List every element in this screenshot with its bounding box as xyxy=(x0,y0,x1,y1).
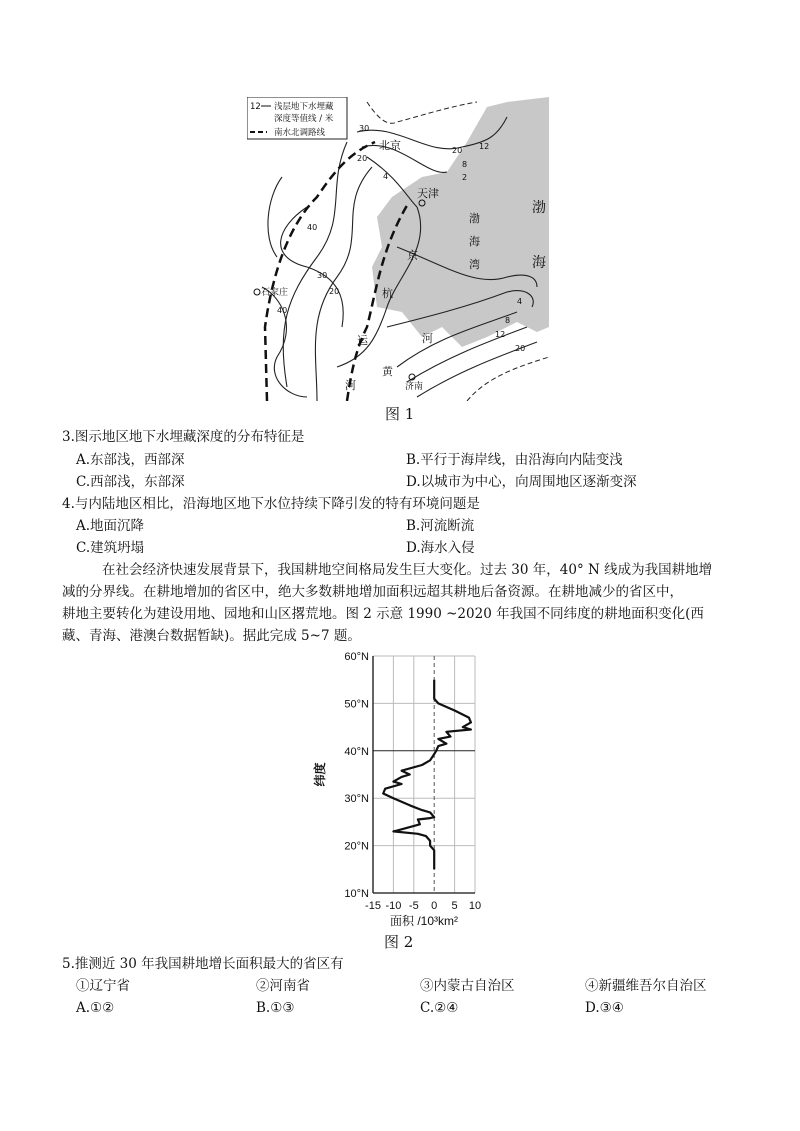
q4-option-b[interactable]: B.河流断流 xyxy=(406,518,475,534)
q5-option-c[interactable]: C.②④ xyxy=(420,1000,459,1016)
passage-line: 耕地主要转化为建设用地、园地和山区撂荒地。图 2 示意 1990 ~2020 年我国不同纬度的耕地面积变化(西 xyxy=(62,606,704,622)
contour-label: 40 xyxy=(307,223,318,232)
y-tick-label: 60°N xyxy=(344,651,369,663)
contour-label: 8 xyxy=(462,160,468,169)
label-canal-2: 杭 xyxy=(382,287,393,300)
x-tick-label: 10 xyxy=(468,900,482,912)
q4-option-d[interactable]: D.海水入侵 xyxy=(406,540,475,556)
x-axis-label: 面积 /10³km² xyxy=(389,914,459,928)
q5-option-b[interactable]: B.①③ xyxy=(256,1000,295,1016)
q5-item-3: ③内蒙古自治区 xyxy=(420,978,515,994)
q4-stem: 4.与内陆地区相比，沿海地区地下水位持续下降引发的特有环境问题是 xyxy=(62,496,480,512)
label-river-2: 河 xyxy=(422,332,433,345)
label-canal-4: 河 xyxy=(345,379,356,392)
label-bohai-bay-3: 湾 xyxy=(469,258,480,271)
x-tick-label: -10 xyxy=(385,900,402,912)
passage-line: 藏、青海、港澳台数据暂缺)。据此完成 5~7 题。 xyxy=(62,628,361,644)
contour-label: 2 xyxy=(462,173,468,182)
q5-stem: 5.推测近 30 年我国耕地增长面积最大的省区有 xyxy=(62,956,344,972)
place-shijiazhuang: 石家庄 xyxy=(261,288,289,298)
legend-contour-label-1: 浅层地下水埋藏 xyxy=(274,102,334,112)
y-tick-label: 50°N xyxy=(344,698,369,711)
q4-option-c[interactable]: C.建筑坍塌 xyxy=(76,540,145,556)
y-tick-label: 10°N xyxy=(344,888,369,900)
label-canal-1: 京 xyxy=(407,249,418,262)
legend-contour-label-2: 深度等值线 / 米 xyxy=(274,114,334,124)
figure1-caption: 图 1 xyxy=(385,405,415,423)
contour-label: 20 xyxy=(515,344,526,353)
contour-label: 30 xyxy=(359,124,370,133)
label-canal-3: 运 xyxy=(357,334,368,347)
label-bohai-sea-2: 海 xyxy=(532,255,546,271)
legend-contour-sample: 12 xyxy=(250,102,261,112)
contour-label: 12 xyxy=(479,142,490,151)
x-tick-label: -15 xyxy=(365,900,381,912)
q3-stem: 3.图示地区地下水埋藏深度的分布特征是 xyxy=(62,429,305,445)
y-axis-label: 纬度 xyxy=(313,762,327,787)
q5-option-d[interactable]: D.③④ xyxy=(585,1000,624,1016)
q5-item-4: ④新疆维吾尔自治区 xyxy=(585,978,707,994)
q3-option-d[interactable]: D.以城市为中心，向周围地区逐渐变深 xyxy=(406,474,637,490)
y-tick-label: 40°N xyxy=(344,745,369,758)
place-beijing: 北京 xyxy=(379,139,401,152)
x-tick-label: 0 xyxy=(431,900,438,912)
q3-option-c[interactable]: C.西部浅，东部深 xyxy=(76,474,185,490)
y-tick-label: 20°N xyxy=(344,840,369,853)
passage-line: 在社会经济快速发展背景下，我国耕地空间格局发生巨大变化。过去 30 年，40° N 线成为我国耕地增 xyxy=(102,562,713,578)
q5-item-1: ①辽宁省 xyxy=(76,978,130,994)
contour-label: 20 xyxy=(357,154,368,163)
label-bohai-sea-1: 渤 xyxy=(532,200,546,216)
contour-label: 40 xyxy=(277,306,288,315)
label-river-1: 黄 xyxy=(382,365,393,378)
x-tick-label: 5 xyxy=(451,900,458,912)
contour-label: 8 xyxy=(505,316,511,325)
contour-label: 4 xyxy=(517,297,523,306)
figure2-caption: 图 2 xyxy=(384,933,414,951)
q5-item-2: ②河南省 xyxy=(256,978,310,994)
q3-option-b[interactable]: B.平行于海岸线，由沿海向内陆变浅 xyxy=(406,452,623,468)
contour-label: 12 xyxy=(495,330,506,339)
q3-option-a[interactable]: A.东部浅，西部深 xyxy=(76,452,185,468)
y-tick-label: 30°N xyxy=(344,793,369,806)
contour-label: 20 xyxy=(452,146,463,155)
figure2-chart xyxy=(300,645,500,935)
x-tick-label: -5 xyxy=(408,900,419,912)
q4-option-a[interactable]: A.地面沉降 xyxy=(76,518,145,534)
label-bohai-bay-1: 渤 xyxy=(469,212,480,225)
place-jinan: 济南 xyxy=(405,382,424,392)
q5-option-a[interactable]: A.①② xyxy=(76,1000,115,1016)
label-bohai-bay-2: 海 xyxy=(469,235,480,248)
legend-route-label: 南水北调路线 xyxy=(274,128,326,138)
contour-label: 30 xyxy=(317,271,328,280)
contour-label: 20 xyxy=(329,287,340,296)
passage-line: 减的分界线。在耕地增加的省区中，绝大多数耕地增加面积远超其耕地后备资源。在耕地减少的省区中， xyxy=(62,584,683,600)
figure1-map xyxy=(247,97,549,401)
contour-label: 4 xyxy=(383,172,389,181)
series-line-cropland-change xyxy=(383,680,471,870)
place-tianjin: 天津 xyxy=(417,187,439,200)
